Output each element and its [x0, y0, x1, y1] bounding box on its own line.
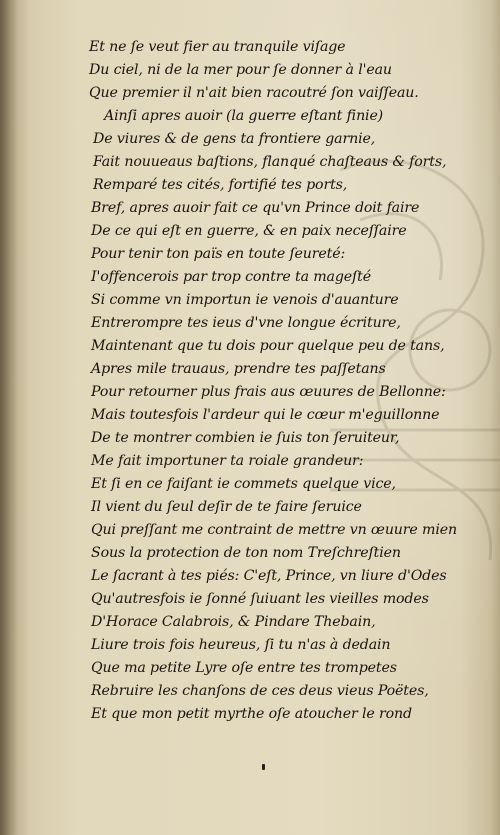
verse-line: Et ſi en ce faiſant ie commets quelque vice,: [91, 476, 396, 492]
verse-line: Ainſi apres auoir (la guerre eſtant finie): [104, 108, 384, 124]
ink-mark: [262, 764, 265, 770]
verse-line: Fait nouueaus baſtions, flanqué chaſteaus & forts,: [93, 154, 447, 170]
verse-line: Liure trois fois heureus, ſi tu n'as à dedain: [91, 637, 391, 653]
verse-line: Qu'autresfois ie ſonné ſuiuant les vieilles modes: [91, 591, 429, 607]
verse-line: Entrerompre tes ieus d'vne longue écriture,: [91, 315, 401, 331]
verse-line: De te montrer combien ie ſuis ton ſeruiteur,: [91, 430, 400, 446]
verse-line: Maintenant que tu dois pour quelque peu de tans,: [91, 338, 445, 354]
verse-line: Il vient du ſeul deſir de te faire ſeruice: [91, 499, 362, 515]
verse-line: Rebruire les chanſons de ces deus vieus Poëtes,: [91, 683, 429, 699]
verse-line: Sous la protection de ton nom Treſchreſtien: [91, 545, 401, 561]
verse-line: Que premier il n'ait bien racoutré ſon vaiſſeau.: [89, 85, 419, 101]
verse-line: De ce qui eſt en guerre, & en paix neceſſaire: [91, 223, 407, 239]
verse-line: Remparé tes cités, fortifié tes ports,: [93, 177, 348, 193]
verse-line: Le ſacrant à tes piés: C'eſt, Prince, vn liure d'Odes: [91, 568, 447, 584]
verse-line: Me fait importuner ta roiale grandeur:: [91, 453, 364, 469]
verse-line: Que ma petite Lyre oſe entre tes trompetes: [91, 660, 397, 676]
verse-line: Et que mon petit myrthe oſe atoucher le rond: [91, 706, 412, 722]
verse-line: Mais toutesfois l'ardeur qui le cœur m'eguillonne: [91, 407, 440, 423]
verse-line: Si comme vn importun ie venois d'auanture: [91, 292, 399, 308]
verse-line: Bref, apres auoir fait ce qu'vn Prince doit faire: [91, 200, 420, 216]
verse-line: Pour retourner plus frais aus œuures de Bellonne:: [91, 384, 446, 400]
verse-line: I'offencerois par trop contre ta mageſté: [91, 269, 371, 285]
verse-line: Pour tenir ton païs en toute ſeureté:: [91, 246, 346, 262]
verse-line: Et ne ſe veut fier au tranquile viſage: [89, 39, 346, 55]
verse-line: D'Horace Calabrois, & Pindare Thebain,: [91, 614, 376, 630]
verse-line: Apres mile trauaus, prendre tes paſſetans: [91, 361, 386, 377]
verse-line: De viures & de gens ta frontiere garnie,: [93, 131, 376, 147]
verse-line: Qui preſſant me contraint de mettre vn œuure mien: [91, 522, 457, 538]
verse-line: Du ciel, ni de la mer pour ſe donner à l'eau: [89, 62, 392, 78]
